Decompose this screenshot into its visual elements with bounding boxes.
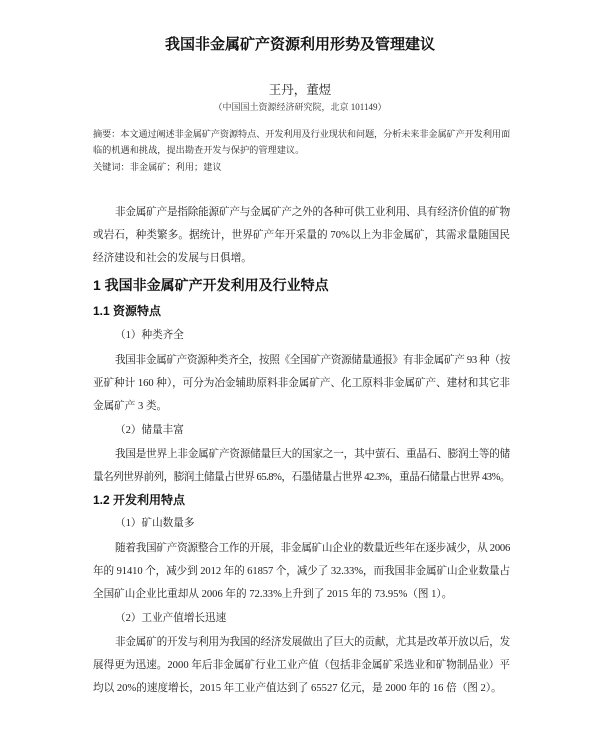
paragraph-line: 年的 91410 个，减少到 2012 年的 61857 个，减少了 32.33%，而我国非金属矿山企业数量占 bbox=[93, 565, 510, 577]
keywords bbox=[93, 159, 510, 175]
abstract-line: 临的机遇和挑战，提出勘查开发与保护的管理建议。 bbox=[93, 145, 305, 155]
paragraph-line: 或岩石，种类繁多。据统计，世界矿产年开采量的 70%以上为非金属矿，其需求量随国民 bbox=[93, 230, 510, 241]
output-value-paragraph bbox=[93, 631, 510, 700]
paragraph-line: 随着我国矿产资源整合工作的开展，非金属矿山企业的数量近些年在逐步减少，从 2006 bbox=[115, 542, 510, 554]
item-label-output-value: （2）工业产值增长迅速 bbox=[115, 612, 227, 624]
paragraph-line: 展得更为迅速。2000 年后非金属矿行业工业产值（包括非金属矿采选业和矿物制品业）平 bbox=[93, 659, 510, 671]
paragraph-line: 经济建设和社会的发展与日俱增。 bbox=[93, 253, 252, 264]
item-label-variety: （1）种类齐全 bbox=[115, 329, 184, 341]
paragraph-line: 亚矿种计 160 种），可分为冶金辅助原料非金属矿产、化工原料非金属矿产、建材和其它非 bbox=[93, 377, 510, 389]
section-1-1-heading: 1.1 资源特点 bbox=[93, 304, 162, 318]
paragraph-line: 全国矿山企业比重却从 2006 年的 72.33%上升到了 2015 年的 73.95%（图 1）。 bbox=[93, 588, 453, 600]
reserves-paragraph bbox=[93, 443, 510, 489]
paragraph-line: 非金属矿产是指除能源矿产与金属矿产之外的各种可供工业利用、具有经济价值的矿物 bbox=[115, 207, 510, 218]
keywords-line bbox=[93, 159, 510, 175]
intro-paragraph bbox=[93, 201, 510, 270]
paper-authors: 王丹，董煜 bbox=[268, 83, 332, 97]
section-1-2-heading: 1.2 开发利用特点 bbox=[93, 493, 186, 507]
paper-title: 我国非金属矿产资源利用形势及管理建议 bbox=[164, 36, 435, 53]
item-label-reserves: （2）储量丰富 bbox=[115, 424, 184, 436]
paragraph-line: 我国非金属矿产资源种类齐全，按照《全国矿产资源储量通报》有非金属矿产 93 种（按 bbox=[115, 354, 510, 366]
paragraph-line: 金属矿产 3 类。 bbox=[93, 400, 168, 412]
abstract-text: 本文通过阐述非金属矿产资源特点、开发利用及行业现状和问题，分析未来非金属矿产开发利用面 bbox=[120, 129, 511, 139]
abstract-line bbox=[93, 126, 510, 142]
keywords-label: 关键词： bbox=[93, 162, 130, 172]
mine-count-paragraph bbox=[93, 537, 510, 606]
section-1-heading: 1 我国非金属矿产开发利用及行业特点 bbox=[93, 277, 329, 293]
paper-affiliation: （中国国土资源经济研究院，北京 101149） bbox=[213, 102, 387, 112]
item-label-mine-count: （1）矿山数量多 bbox=[115, 517, 195, 529]
paragraph-line: 均以 20%的速度增长，2015 年工业产值达到了 65527 亿元，是 2000 年的 16 倍（图 2）。 bbox=[93, 682, 502, 694]
paragraph-line: 量名列世界前列，膨润土储量占世界 65.8%，石墨储量占世界 42.3%，重晶石储量占世界 43%。 bbox=[93, 471, 510, 483]
abstract-label: 摘要： bbox=[93, 129, 121, 139]
paragraph-line: 非金属矿的开发与利用为我国的经济发展做出了巨大的贡献，尤其是改革开放以后，发 bbox=[115, 636, 510, 648]
keywords-value: 非金属矿；利用；建议 bbox=[129, 162, 222, 172]
variety-paragraph bbox=[93, 349, 510, 418]
paragraph-line: 我国是世界上非金属矿产资源储量巨大的国家之一，其中萤石、重晶石、膨润土等的储 bbox=[115, 448, 510, 460]
abstract bbox=[93, 126, 510, 158]
